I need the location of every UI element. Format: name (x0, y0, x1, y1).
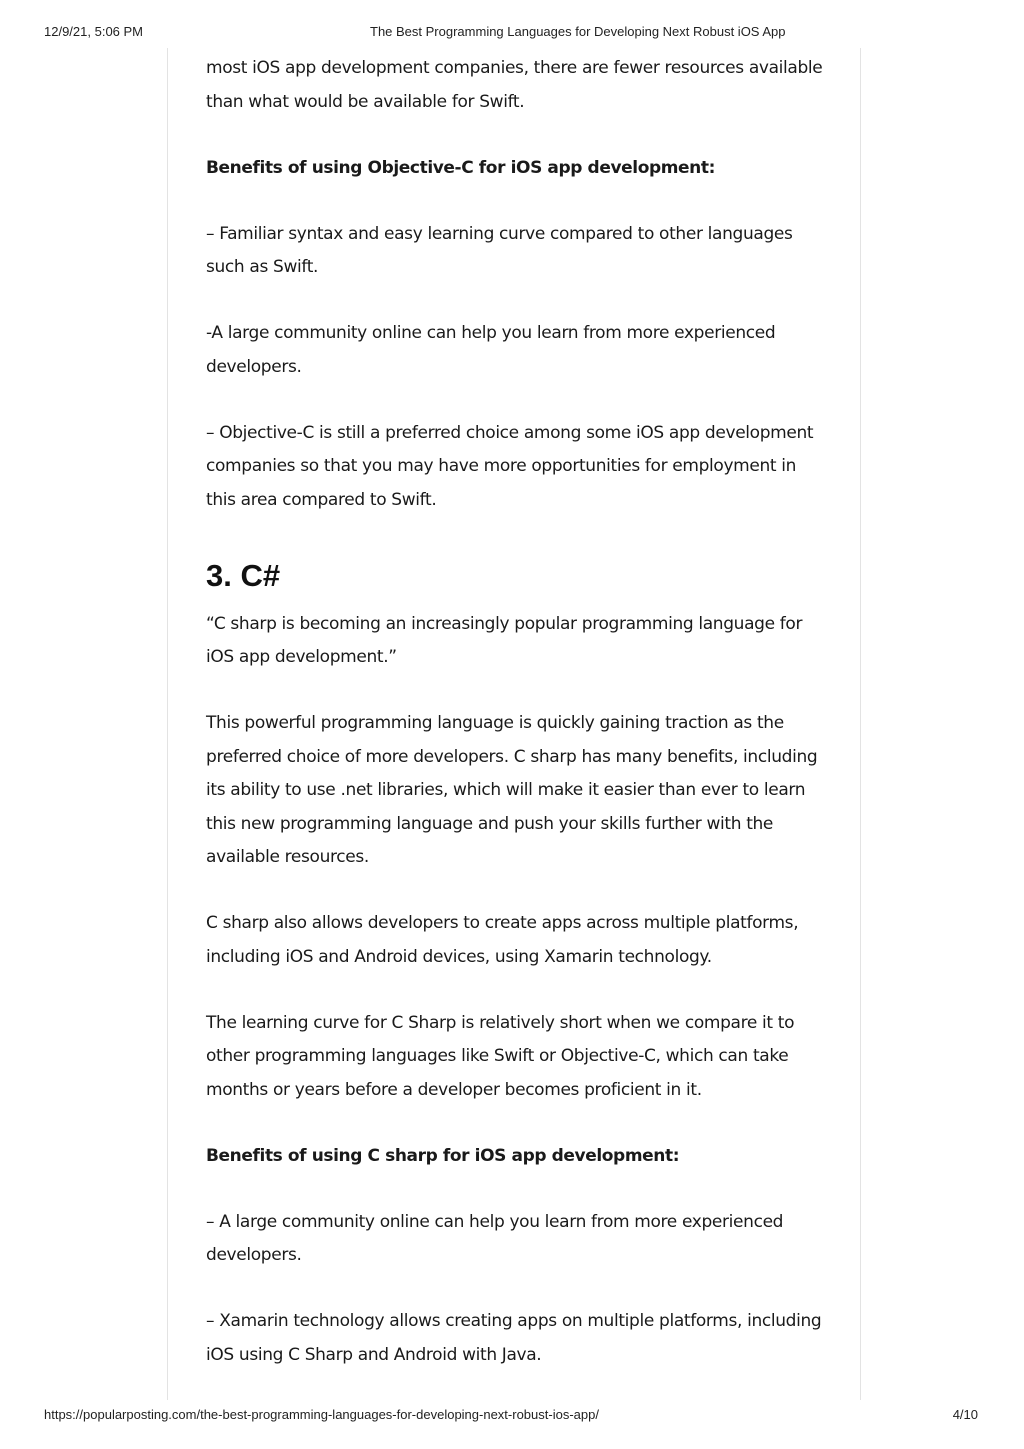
print-page-url: https://popularposting.com/the-best-programming-languages-for-developing-next-robust-ios-app/ (44, 1407, 599, 1422)
paragraph-csharp-learning: The learning curve for C Sharp is relatively short when we compare it to other programming languages like Swift or Objective-C, which can take months or years before a developer becomes proficient in it. (206, 1012, 795, 1100)
print-datetime: 12/9/21, 5:06 PM (44, 24, 144, 39)
print-footer (0, 1407, 1024, 1427)
section-heading-csharp: 3. C# (206, 557, 281, 593)
objc-benefit-item: -A large community online can help you learn from more experienced developers. (206, 323, 776, 377)
print-page-number: 4/10 (952, 1407, 978, 1422)
objc-benefit-item: – Objective-C is still a preferred choice among some iOS app development companies so that you may have more opportunities for employment in this area compared to Swift. (206, 422, 814, 510)
paragraph-csharp-platforms: C sharp also allows developers to create apps across multiple platforms, including iOS and Android devices, using Xamarin technology. (206, 913, 799, 967)
csharp-benefit-item: – A large community online can help you learn from more experienced developers. (206, 1211, 784, 1265)
article-body (206, 52, 826, 1405)
objc-benefit-item: – Familiar syntax and easy learning curve compared to other languages such as Swift. (206, 223, 793, 277)
paragraph-csharp-power: This powerful programming language is quickly gaining traction as the preferred choice of more developers. C sharp has many benefits, including its ability to use .net libraries, which will make it easier than ever to learn this new programming language and push your skills further with the available resources. (206, 713, 818, 867)
print-page-title: The Best Programming Languages for Developing Next Robust iOS App (370, 24, 786, 39)
csharp-quote: “C sharp is becoming an increasingly popular programming language for iOS app development.” (206, 613, 803, 667)
print-header (0, 24, 1024, 44)
csharp-benefits-heading: Benefits of using C sharp for iOS app development: (206, 1145, 680, 1166)
objc-benefits-heading: Benefits of using Objective-C for iOS app development: (206, 157, 716, 178)
csharp-benefit-item: – Xamarin technology allows creating apps on multiple platforms, including iOS using C Sharp and Android with Java. (206, 1311, 822, 1365)
paragraph-swift-resources: most iOS app development companies, there are fewer resources available than what would be available for Swift. (206, 58, 823, 112)
